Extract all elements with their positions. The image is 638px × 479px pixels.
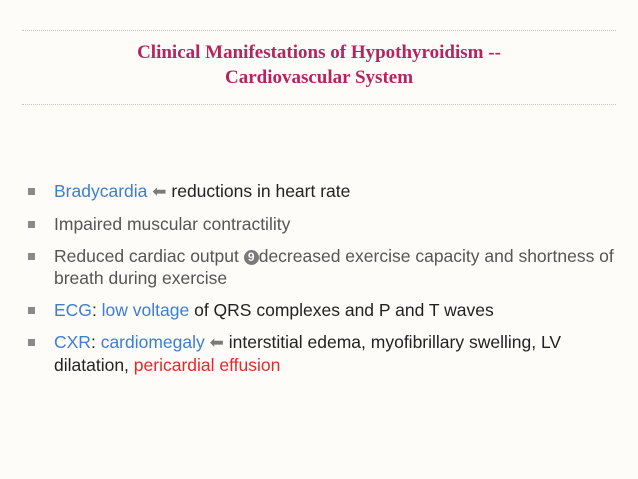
- bottom-divider: [22, 104, 616, 105]
- circled-nine-icon: 9: [244, 250, 259, 265]
- term-cxr: CXR: [54, 332, 91, 352]
- bullet-item-cxr: CXR: cardiomegaly ⬅ interstitial edema, myofibrillary swelling, LV dilatation, pericardial effusion: [28, 331, 618, 376]
- bullet-list: [28, 180, 618, 386]
- square-bullet-icon: [28, 253, 35, 260]
- bullet-item-ecg: ECG: low voltage of QRS complexes and P and T waves: [28, 299, 618, 321]
- term-low-voltage: low voltage: [101, 300, 190, 320]
- term-cardiomegaly: cardiomegaly: [100, 332, 205, 352]
- bullet-item-contractility: [28, 213, 618, 235]
- top-divider: [22, 30, 616, 31]
- square-bullet-icon: [28, 221, 35, 228]
- square-bullet-icon: [28, 339, 35, 346]
- square-bullet-icon: [28, 188, 35, 195]
- left-arrow-icon: ⬅: [152, 182, 167, 201]
- slide-title: [22, 40, 616, 90]
- bullet-text: decreased exercise capacity and shortness of breath during exercise: [54, 246, 614, 288]
- bullet-text: Reduced cardiac output: [54, 246, 244, 266]
- term-bradycardia: Bradycardia: [54, 181, 148, 201]
- title-line-1: Clinical Manifestations of Hypothyroidism --: [137, 42, 501, 63]
- term-pericardial-effusion: pericardial effusion: [133, 355, 281, 375]
- bullet-text: reductions in heart rate: [166, 181, 351, 201]
- left-arrow-icon: ⬅: [209, 333, 224, 352]
- bullet-text: of QRS complexes and P and T waves: [189, 300, 494, 320]
- bullet-item-bradycardia: [28, 180, 618, 203]
- bullet-text: Impaired muscular contractility: [54, 214, 291, 234]
- square-bullet-icon: [28, 307, 35, 314]
- term-ecg: ECG: [54, 300, 92, 320]
- bullet-text: interstitial edema, myofibrillary swelling, LV dilatation,: [54, 332, 562, 375]
- title-line-2: Cardiovascular System: [224, 67, 414, 88]
- bullet-item-cardiac-output: [28, 245, 618, 289]
